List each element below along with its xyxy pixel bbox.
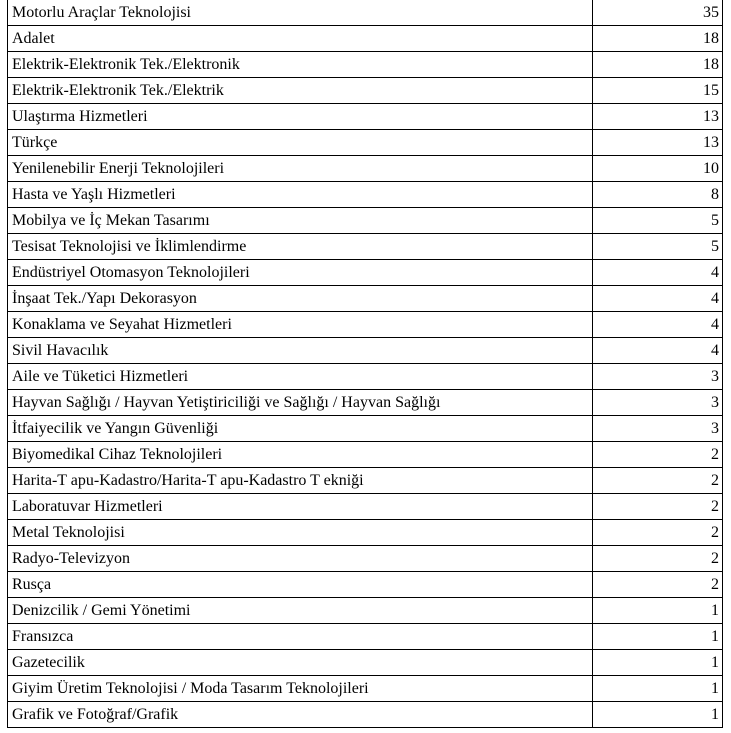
table-row bbox=[8, 338, 723, 364]
row-count-cell: 8 bbox=[593, 182, 723, 208]
table-row bbox=[8, 286, 723, 312]
table-row bbox=[8, 234, 723, 260]
row-name-cell: İtfaiyecilik ve Yangın Güvenliği bbox=[8, 416, 593, 442]
row-count-cell: 2 bbox=[593, 520, 723, 546]
table-row bbox=[8, 702, 723, 728]
row-count-cell: 10 bbox=[593, 156, 723, 182]
table-row bbox=[8, 676, 723, 702]
row-name-cell: Radyo-Televizyon bbox=[8, 546, 593, 572]
row-count-cell: 1 bbox=[593, 702, 723, 728]
row-name-cell: Aile ve Tüketici Hizmetleri bbox=[8, 364, 593, 390]
table-row bbox=[8, 78, 723, 104]
table-body bbox=[8, 0, 723, 728]
row-count-cell: 4 bbox=[593, 312, 723, 338]
table-row bbox=[8, 312, 723, 338]
row-count-cell: 18 bbox=[593, 26, 723, 52]
row-name-cell: Biyomedikal Cihaz Teknolojileri bbox=[8, 442, 593, 468]
row-name-cell: Endüstriyel Otomasyon Teknolojileri bbox=[8, 260, 593, 286]
row-count-cell: 2 bbox=[593, 442, 723, 468]
table-row bbox=[8, 598, 723, 624]
row-name-cell: Yenilenebilir Enerji Teknolojileri bbox=[8, 156, 593, 182]
row-name-cell: Adalet bbox=[8, 26, 593, 52]
row-count-cell: 1 bbox=[593, 598, 723, 624]
table-row bbox=[8, 156, 723, 182]
row-name-cell: Konaklama ve Seyahat Hizmetleri bbox=[8, 312, 593, 338]
row-name-cell: Mobilya ve İç Mekan Tasarımı bbox=[8, 208, 593, 234]
row-count-cell: 2 bbox=[593, 468, 723, 494]
row-name-cell: Türkçe bbox=[8, 130, 593, 156]
table-row bbox=[8, 390, 723, 416]
table-row bbox=[8, 650, 723, 676]
row-count-cell: 1 bbox=[593, 650, 723, 676]
row-name-cell: Denizcilik / Gemi Yönetimi bbox=[8, 598, 593, 624]
row-name-cell: Elektrik-Elektronik Tek./Elektrik bbox=[8, 78, 593, 104]
row-count-cell: 2 bbox=[593, 494, 723, 520]
row-name-cell: Motorlu Araçlar Teknolojisi bbox=[8, 0, 593, 26]
row-count-cell: 3 bbox=[593, 416, 723, 442]
row-count-cell: 15 bbox=[593, 78, 723, 104]
row-name-cell: Sivil Havacılık bbox=[8, 338, 593, 364]
row-name-cell: Hayvan Sağlığı / Hayvan Yetiştiriciliği ve Sağlığı / Hayvan Sağlığı bbox=[8, 390, 593, 416]
table-row bbox=[8, 494, 723, 520]
table-row bbox=[8, 182, 723, 208]
table-row bbox=[8, 442, 723, 468]
row-count-cell: 18 bbox=[593, 52, 723, 78]
row-name-cell: Ulaştırma Hizmetleri bbox=[8, 104, 593, 130]
row-name-cell: Elektrik-Elektronik Tek./Elektronik bbox=[8, 52, 593, 78]
row-count-cell: 2 bbox=[593, 546, 723, 572]
table-row bbox=[8, 130, 723, 156]
row-count-cell: 4 bbox=[593, 286, 723, 312]
row-count-cell: 5 bbox=[593, 234, 723, 260]
row-name-cell: Tesisat Teknolojisi ve İklimlendirme bbox=[8, 234, 593, 260]
row-count-cell: 3 bbox=[593, 390, 723, 416]
row-name-cell: Giyim Üretim Teknolojisi / Moda Tasarım Teknolojileri bbox=[8, 676, 593, 702]
row-count-cell: 2 bbox=[593, 572, 723, 598]
table-row bbox=[8, 260, 723, 286]
row-name-cell: Metal Teknolojisi bbox=[8, 520, 593, 546]
table-row bbox=[8, 364, 723, 390]
table-row bbox=[8, 104, 723, 130]
row-name-cell: Gazetecilik bbox=[8, 650, 593, 676]
table-row bbox=[8, 52, 723, 78]
table-row bbox=[8, 468, 723, 494]
table-row bbox=[8, 0, 723, 26]
row-count-cell: 35 bbox=[593, 0, 723, 26]
row-name-cell: Laboratuvar Hizmetleri bbox=[8, 494, 593, 520]
row-count-cell: 3 bbox=[593, 364, 723, 390]
row-count-cell: 1 bbox=[593, 676, 723, 702]
table-row bbox=[8, 26, 723, 52]
row-name-cell: Hasta ve Yaşlı Hizmetleri bbox=[8, 182, 593, 208]
row-name-cell: Grafik ve Fotoğraf/Grafik bbox=[8, 702, 593, 728]
table-row bbox=[8, 520, 723, 546]
row-name-cell: Harita-T apu-Kadastro/Harita-T apu-Kadastro T ekniği bbox=[8, 468, 593, 494]
table-row bbox=[8, 208, 723, 234]
table-row bbox=[8, 416, 723, 442]
row-count-cell: 5 bbox=[593, 208, 723, 234]
row-count-cell: 4 bbox=[593, 260, 723, 286]
data-table bbox=[7, 0, 723, 728]
row-count-cell: 13 bbox=[593, 130, 723, 156]
table-row bbox=[8, 572, 723, 598]
row-name-cell: Fransızca bbox=[8, 624, 593, 650]
row-name-cell: Rusça bbox=[8, 572, 593, 598]
row-count-cell: 4 bbox=[593, 338, 723, 364]
table-row bbox=[8, 546, 723, 572]
row-count-cell: 13 bbox=[593, 104, 723, 130]
row-count-cell: 1 bbox=[593, 624, 723, 650]
table-row bbox=[8, 624, 723, 650]
row-name-cell: İnşaat Tek./Yapı Dekorasyon bbox=[8, 286, 593, 312]
